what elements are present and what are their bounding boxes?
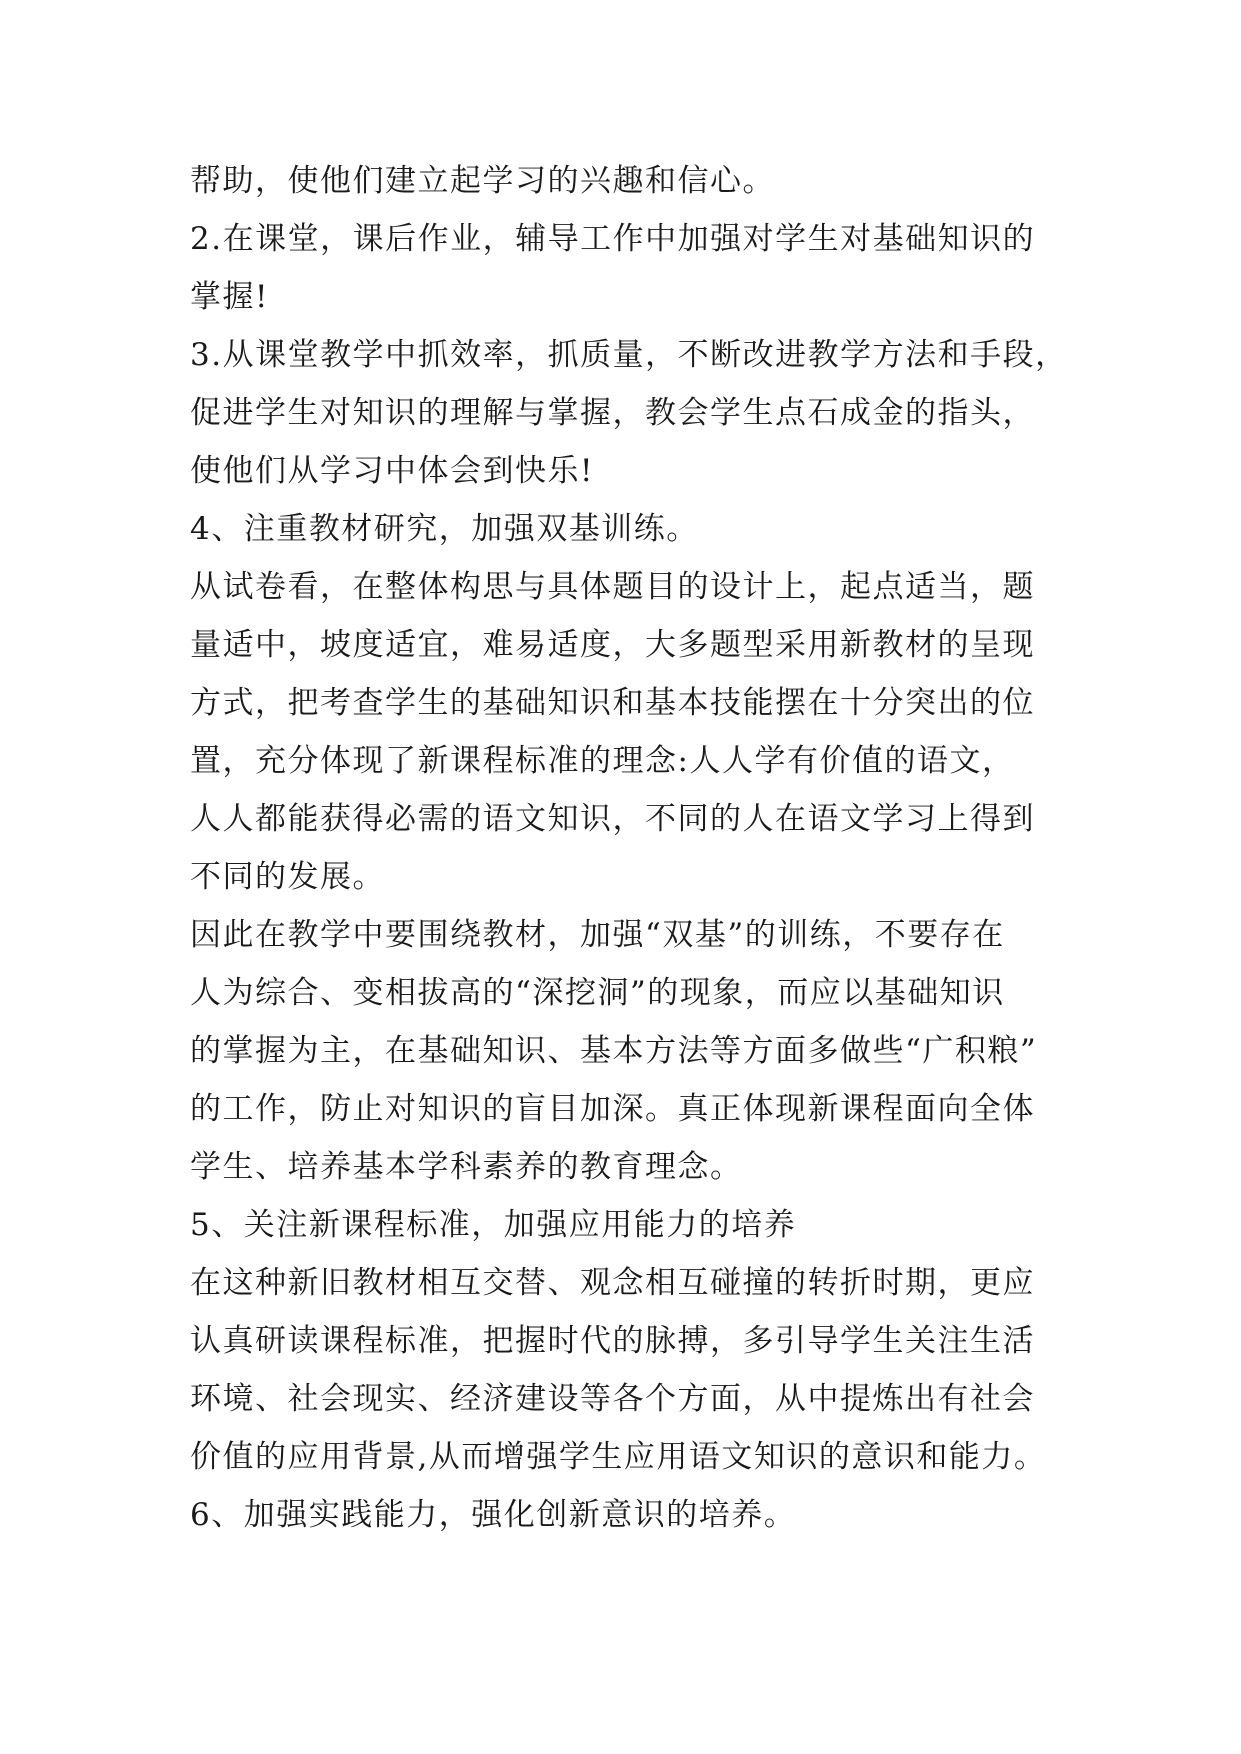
text-line: 的掌握为主，在基础知识、基本方法等方面多做些“广积粮” [190,1033,1038,1069]
text-line: 人人都能获得必需的语文知识，不同的人在语文学习上得到 [190,801,1035,837]
text-line: 因此在教学中要围绕教材，加强“双基”的训练，不要存在 [190,917,1005,953]
text-line: 在这种新旧教材相互交替、观念相互碰撞的转折时期，更应 [190,1265,1035,1301]
text-line: 2.在课堂，课后作业，辅导工作中加强对学生对基础知识的 [190,221,1036,257]
text-line: 从试卷看，在整体构思与具体题目的设计上，起点适当，题 [190,569,1035,605]
text-line: 量适中，坡度适宜，难易适度，大多题型采用新教材的呈现 [190,627,1035,663]
text-line: 掌握! [190,279,269,315]
document-body [190,152,1070,1544]
section-heading: 6、加强实践能力，强化创新意识的培养。 [190,1497,797,1533]
text-line: 帮助，使他们建立起学习的兴趣和信心。 [190,163,775,199]
text-line: 学生、培养基本学科素养的教育理念。 [190,1149,743,1185]
section-heading: 5、关注新课程标准，加强应用能力的培养 [190,1207,797,1243]
text-line: 环境、社会现实、经济建设等各个方面，从中提炼出有社会 [190,1381,1035,1417]
text-line: 的工作，防止对知识的盲目加深。真正体现新课程面向全体 [190,1091,1035,1127]
text-line: 人为综合、变相拔高的“深挖洞”的现象，而应以基础知识 [190,975,1005,1011]
text-line: 不同的发展。 [190,859,385,895]
text-line: 使他们从学习中体会到快乐! [190,453,594,489]
text-line: 方式，把考查学生的基础知识和基本技能摆在十分突出的位 [190,685,1035,721]
text-line: 价值的应用背景,从而增强学生应用语文知识的意识和能力。 [190,1439,1047,1475]
text-line: 3.从课堂教学中抓效率，抓质量，不断改进教学方法和手段， [190,337,1068,373]
text-line: 置，充分体现了新课程标准的理念:人人学有价值的语文， [190,743,1015,779]
text-line: 认真研读课程标准，把握时代的脉搏，多引导学生关注生活 [190,1323,1035,1359]
section-heading: 4、注重教材研究，加强双基训练。 [190,511,699,547]
text-line: 促进学生对知识的理解与掌握，教会学生点石成金的指头， [190,395,1035,431]
